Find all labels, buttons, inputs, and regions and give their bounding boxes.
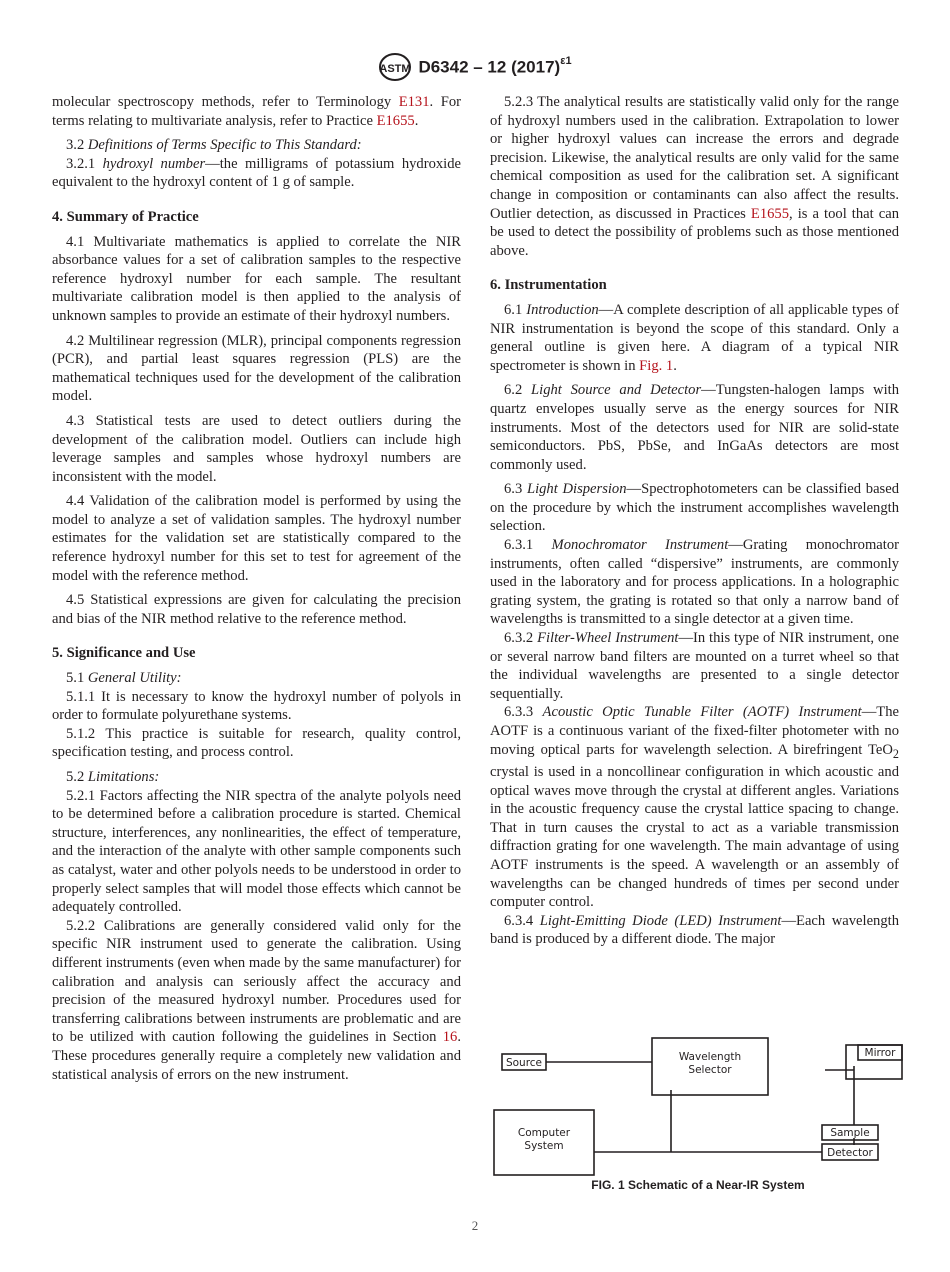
document-designation: D6342 – 12 $(2017)^{\varepsilon 1}$ [418, 54, 572, 77]
section-4-heading: 4. Summary of Practice [52, 208, 199, 225]
svg-text:Detector: Detector [827, 1147, 873, 1159]
section-6-1: 6.1 Introduction—A complete description of all applicable types of NIR instrumentation is beyond the scope of this standard. Only a general outline is given here. A diagram of a typical NIR spectrometer is shown in Fig. 1. [490, 301, 900, 374]
page-header [0, 52, 950, 86]
svg-text:Sample: Sample [830, 1127, 870, 1139]
near-ir-system-diagram [492, 1030, 904, 1178]
section-5-2: 5.2 Limitations: [66, 769, 160, 785]
svg-text:Source: Source [505, 1057, 543, 1069]
section-5-1-2: 5.1.2 This practice is suitable for research, quality control, specification testing, and process control. [52, 725, 461, 761]
link-section-16[interactable]: 16 [442, 1029, 458, 1046]
section-6-3-3: 6.3.3 Acoustic Optic Tunable Filter (AOTF) Instrument—The AOTF is a continuous variant of the fixed-filter photometer with no moving optical parts for wavelength selection. A birefringent TeO$_2$ crystal is used in a noncollinear configuration in which acoustic and optical waves move through the crystal at different angles. Variations in the acoustic frequency cause the crystal lattice spacing to change. That in turn causes the crystal to act as a variable transmission diffraction grating for one wavelength. The main advantage of using AOTF instruments is the speed. A wavelength or an assembly of wavelengths can be changed hundreds of times per second under computer control. [490, 704, 899, 911]
section-4-5: 4.5 Statistical expressions are given for calculating the precision and bias of the NIR method relative to the reference method. [52, 592, 461, 627]
section-5-1: 5.1 General Utility: [66, 670, 182, 687]
link-e131[interactable]: E131 [398, 94, 430, 110]
section-5-heading: 5. Significance and Use [52, 645, 196, 662]
section-5-2-2: 5.2.2 Calibrations are generally considered valid only for the specific NIR instrument used to generate the calibration. Using different instruments (even when made by the same manufacturer) for calibration and analysis can seriously affect the accuracy and precision of the measured hydroxyl number. Procedures used for transferring calibrations between instruments are problematic and are to be utilized with caution following the guidelines in Section 16. These procedures generally require a completely new validation and statistical analysis of errors on the new instrument. [52, 917, 461, 1083]
section-4-3: 4.3 Statistical tests are used to detect outliers during the development of the calibration model. Outliers can include high leverage samples and samples whose hydroxyl numbers are inconsistent with the model. [52, 412, 461, 485]
left-column [52, 93, 461, 1084]
section-5-1-1: 5.1.1 It is necessary to know the hydroxyl number of polyols in order to formulate polyurethane systems. [52, 688, 461, 724]
svg-text:Selector: Selector [688, 1064, 732, 1076]
svg-text:System: System [524, 1140, 564, 1152]
figure-1-schematic [492, 1030, 904, 1178]
section-6-3: 6.3 Light Dispersion—Spectrophotometers can be classified based on the procedure by which the instrument accomplishes wavelength selection. [490, 481, 900, 535]
link-e1655-practices[interactable]: E1655 [750, 205, 790, 222]
svg-text:Computer: Computer [517, 1127, 571, 1139]
figure-caption: FIG. 1 Schematic of a Near-IR System [591, 1178, 805, 1192]
section-6-heading: 6. Instrumentation [490, 277, 607, 294]
section-5-2-1: 5.2.1 Factors affecting the NIR spectra of the analyte polyols need to be determined before a calibration procedure is started. Chemical structure, interferences, any nonlinearities, the effect of temperature, and the interaction of the analyte with other sample components such as catalyst, water and other polyols needs to be understood in order to properly select samples that will model those effects which cannot be adequately controlled. [52, 787, 461, 916]
section-3-2-1: 3.2.1 hydroxyl number—the milligrams of potassium hydroxide equivalent to the hydroxyl content of 1 g of sample. [52, 155, 461, 191]
link-fig-1[interactable]: Fig. 1 [639, 357, 674, 374]
section-6-3-2: 6.3.2 Filter-Wheel Instrument—In this type of NIR instrument, one or several narrow band filters are mounted on a turret wheel so that the individual wavelengths are presented to a single detector sequentially. [490, 630, 899, 702]
section-5-2-3: 5.2.3 The analytical results are statistically valid only for the range of hydroxyl numbers used in the calibration. Extrapolation to lower or higher hydroxyl values can increase the errors and degrade precision. Likewise, the analytical results are only valid for the same chemical composition as used for the calibration set. A significant change in composition or contaminants can also affect the results. Outlier detection, as discussed in Practices E1655, is a tool that can be used to detect the possibility of problems such as those mentioned above. [490, 94, 899, 259]
section-4-1: 4.1 Multivariate mathematics is applied to correlate the NIR absorbance values for a set of calibration samples to the respective reference hydroxyl number for each sample. The resultant multivariate calibration model is then applied to the analysis of unknown samples to provide an estimate of their hydroxyl numbers. [52, 233, 461, 324]
section-6-3-4: 6.3.4 Light-Emitting Diode (LED) Instrument—Each wavelength band is produced by a different diode. The major [490, 912, 899, 948]
section-6-2: 6.2 Light Source and Detector—Tungsten-halogen lamps with quartz envelopes usually serve as the energy sources for NIR instruments. Most of the detectors used for NIR are solid-state semiconductors. PbS, PbSe, and InGaAs detectors are most commonly used. [490, 382, 899, 473]
svg-text:ASTM: ASTM [379, 63, 412, 75]
astm-logo-icon [378, 52, 412, 82]
page-number: 2 [471, 1218, 479, 1233]
section-6-3-1: 6.3.1 Monochromator Instrument—Grating monochromator instruments, often called “dispersive” instruments, are commonly used in the laboratory and for process applications. In a holographic grating system, the grating is rotated so that only a narrow band of wavelengths is transmitted to a single detector at a given time. [490, 537, 899, 628]
svg-text:Mirror: Mirror [864, 1047, 896, 1059]
svg-text:Wavelength: Wavelength [678, 1051, 742, 1063]
intro-paragraph: molecular spectroscopy methods, refer to Terminology E131. For terms relating to multivariate analysis, refer to Practice E1655. [52, 94, 461, 129]
section-4-4: 4.4 Validation of the calibration model is performed by using the model to analyze a set of validation samples. The hydroxyl number estimates for the validation set are statistically compared to the reference hydroxyl number for this set to test for agreement of the model with the reference method. [52, 493, 461, 584]
link-e1655[interactable]: E1655 [376, 112, 415, 129]
right-column [490, 93, 899, 949]
section-4-2: 4.2 Multilinear regression (MLR), principal components regression (PCR), and partial least squares regression (PLS) are the mathematical techniques used for the development of the calibration model. [52, 332, 461, 405]
section-3-2: 3.2 Definitions of Terms Specific to This Standard: [66, 137, 362, 154]
